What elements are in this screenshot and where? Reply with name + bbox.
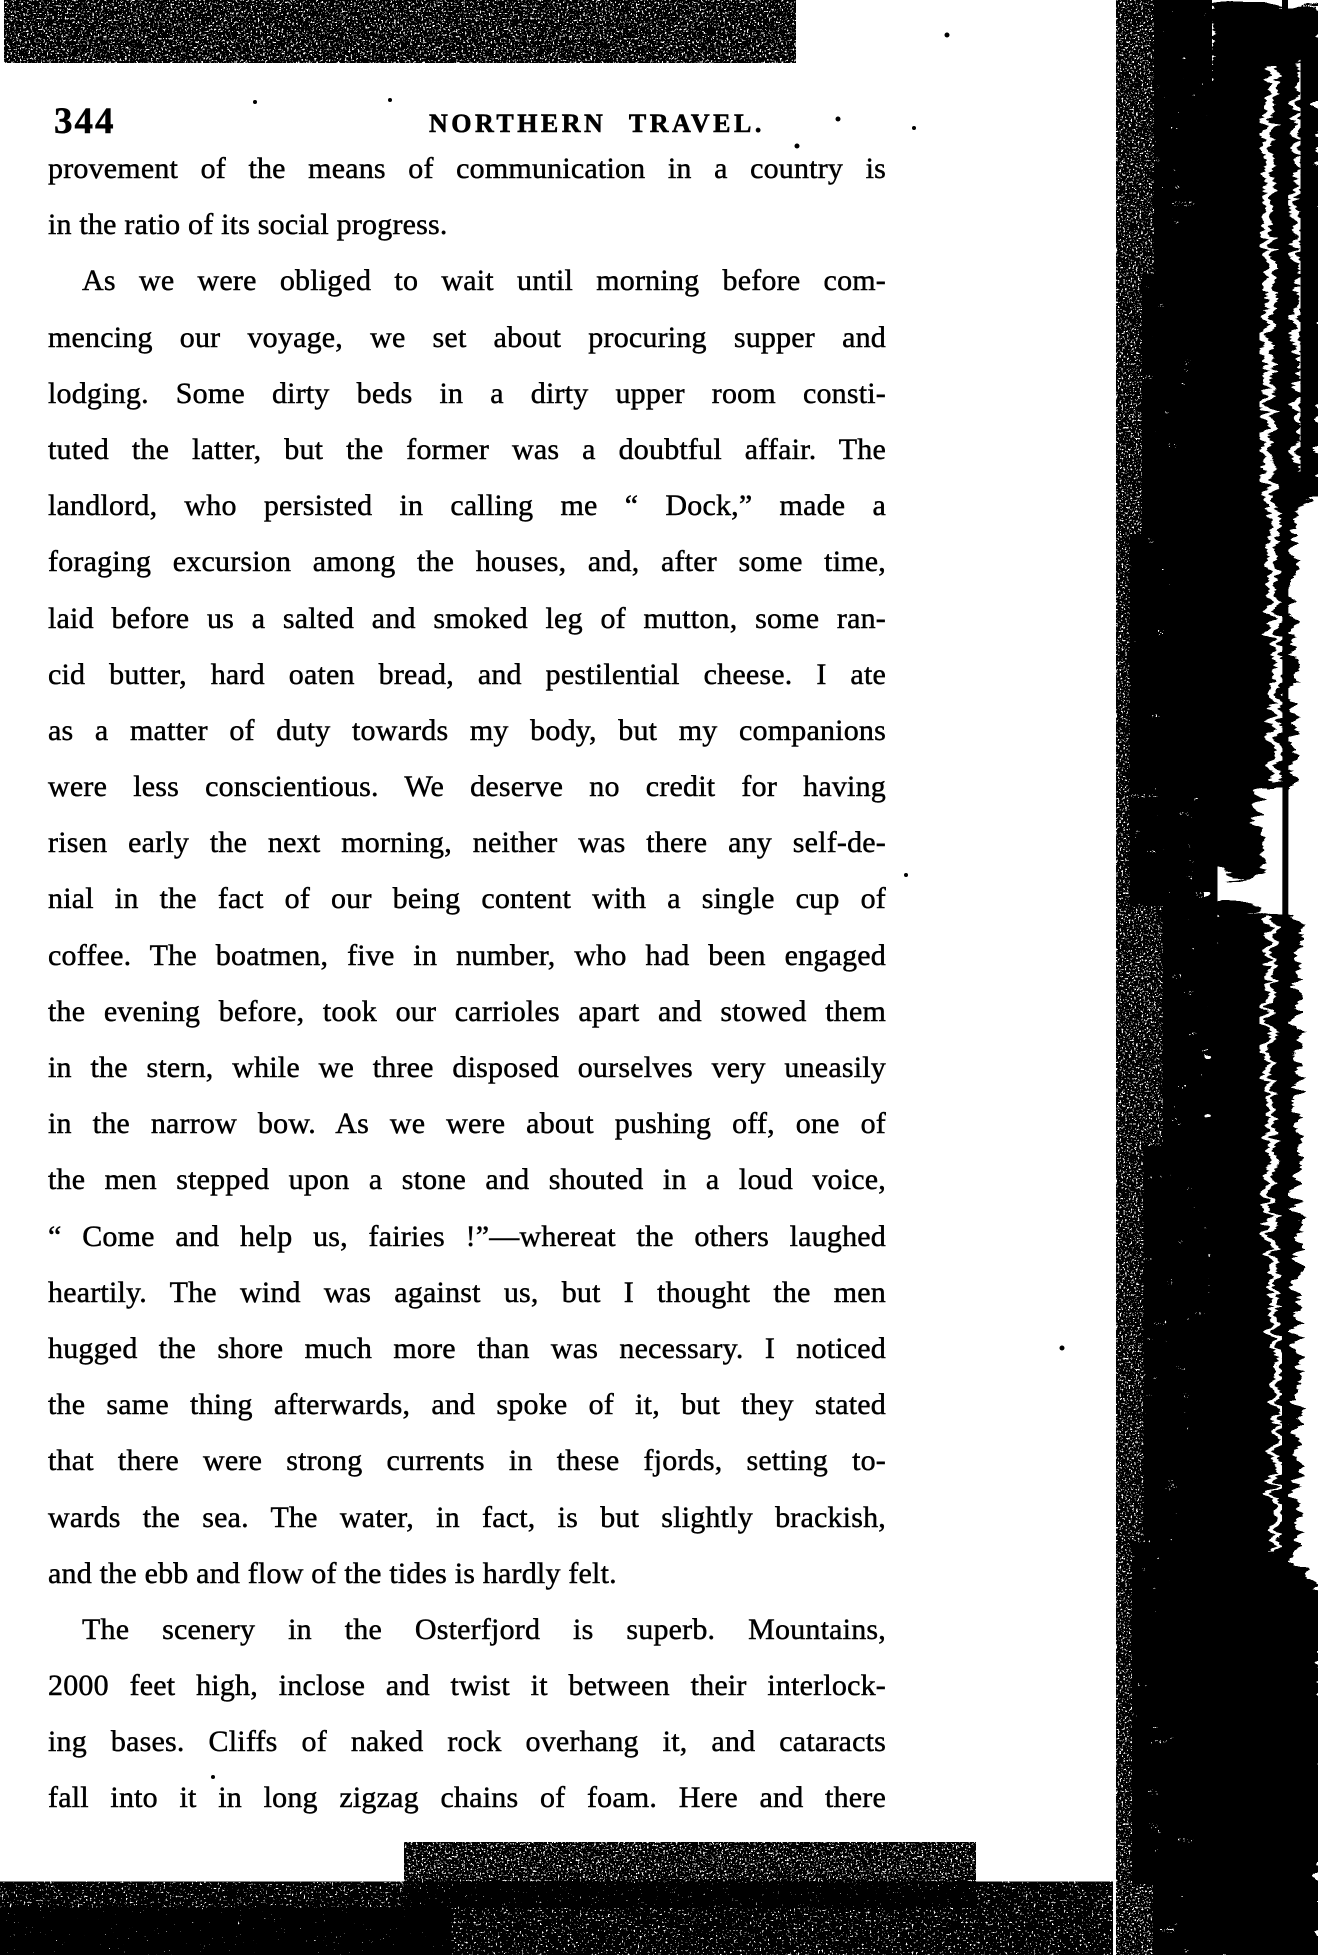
gutter-white-streaks xyxy=(1262,55,1298,1548)
text-line: in the ratio of its social progress. xyxy=(48,208,448,242)
text-line: “ Come and help us, fairies !”—whereat the others laughed xyxy=(48,1219,886,1253)
text-line: heartily. The wind was against us, but I thought the men xyxy=(48,1275,886,1309)
gutter-band xyxy=(1157,0,1318,1955)
text-line: the same thing afterwards, and spoke of it, but they stated xyxy=(48,1388,886,1422)
text-line: the evening before, took our carrioles apart and stowed them xyxy=(48,994,886,1028)
text-line: mencing our voyage, we set about procuring supper and xyxy=(48,320,886,354)
text-line: provement of the means of communication in a country is xyxy=(48,152,886,185)
text-line: in the stern, while we three disposed ourselves very uneasily xyxy=(48,1051,886,1084)
text-line: hugged the shore much more than was necessary. I noticed xyxy=(48,1331,886,1365)
text-line: that there were strong currents in these fjords, setting to- xyxy=(48,1444,886,1478)
text-line: ing bases. Cliffs of naked rock overhang it, and cataracts xyxy=(48,1725,886,1759)
text-line: were less conscientious. We deserve no credit for having xyxy=(48,770,886,804)
text-line: landlord, who persisted in calling me “ Dock,” made a xyxy=(48,489,886,523)
text-line: fall into it in long zigzag chains of foam. Here and there xyxy=(48,1781,886,1815)
text-line: as a matter of duty towards my body, but my companions xyxy=(48,713,886,747)
text-line: lodging. Some dirty beds in a dirty upper room consti- xyxy=(48,376,886,410)
text-line: tuted the latter, but the former was a doubtful affair. The xyxy=(48,432,886,466)
text-line: foraging excursion among the houses, and, after some time, xyxy=(48,545,886,579)
text-line: the men stepped upon a stone and shouted in a loud voice, xyxy=(48,1163,886,1197)
text-line: nial in the fact of our being content with a single cup of xyxy=(48,882,886,916)
text-line: 2000 feet high, inclose and twist it between their interlock- xyxy=(48,1669,886,1703)
gutter-speckle-fringe xyxy=(1120,0,1216,1955)
text-line: laid before us a salted and smoked leg of mutton, some ran- xyxy=(48,601,886,635)
running-title: NORTHERN TRAVEL. xyxy=(429,109,765,138)
text-line: cid butter, hard oaten bread, and pestilential cheese. I ate xyxy=(48,657,886,691)
text-line: in the narrow bow. As we were about pushing off, one of xyxy=(48,1107,886,1141)
text-line: and the ebb and flow of the tides is hardly felt. xyxy=(48,1556,617,1590)
binding-line xyxy=(1284,0,1285,1955)
page-number: 344 xyxy=(54,101,116,142)
text-line: wards the sea. The water, in fact, is but slightly brackish, xyxy=(48,1500,886,1534)
text-line: coffee. The boatmen, five in number, who had been engaged xyxy=(48,938,886,972)
text-line: risen early the next morning, neither was there any self-de- xyxy=(48,826,886,860)
body-text xyxy=(48,141,886,1827)
text-line: The scenery in the Osterfjord is superb. Mountains, xyxy=(82,1612,886,1646)
text-line: As we were obliged to wait until morning before com- xyxy=(82,264,886,298)
